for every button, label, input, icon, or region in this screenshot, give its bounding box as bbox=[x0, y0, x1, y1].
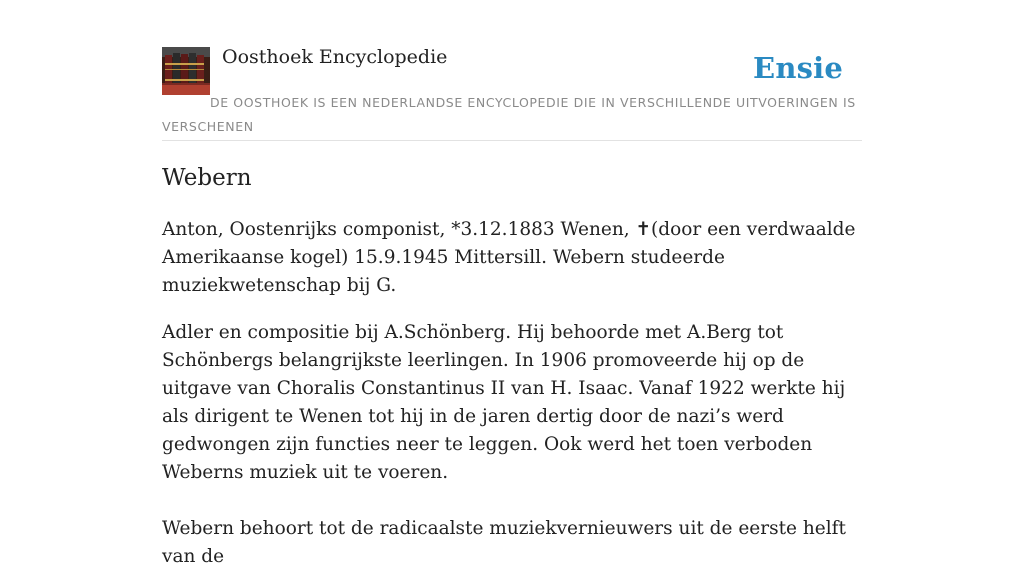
site-tagline: DE OOSTHOEK IS EEN NEDERLANDSE ENCYCLOPEDIE DIE IN VERSCHILLENDE UITVOERINGEN IS VERSCHENEN bbox=[162, 95, 856, 134]
article bbox=[162, 162, 867, 571]
article-paragraph: Adler en compositie bij A.Schönberg. Hij behoorde met A.Berg tot Schönbergs belangrijkste leerlingen. In 1906 promoveerde hij op de uitgave van Choralis Constantinus II van H. Isaac. Vanaf 1922 werkte hij als dirigent te Wenen tot hij in de jaren dertig door de nazi’s werd gedwongen zijn functies neer te leggen. Ook werd het toen verboden Weberns muziek uit te voeren. bbox=[162, 322, 846, 483]
brand-logo[interactable]: Ensie bbox=[753, 51, 843, 85]
article-paragraph: Webern behoort tot de radicaalste muziekvernieuwers uit de eerste helft van de bbox=[162, 518, 846, 567]
article-title: Webern bbox=[162, 165, 252, 191]
site-header bbox=[162, 46, 862, 141]
site-title[interactable]: Oosthoek Encyclopedie bbox=[222, 46, 448, 68]
encyclopedia-books-icon[interactable] bbox=[162, 47, 210, 95]
article-paragraph: Anton, Oostenrijks componist, *3.12.1883 Wenen, ✝(door een verdwaalde Amerikaanse kogel) 15.9.1945 Mittersill. Webern studeerde muziekwetenschap bij G. bbox=[162, 219, 856, 296]
